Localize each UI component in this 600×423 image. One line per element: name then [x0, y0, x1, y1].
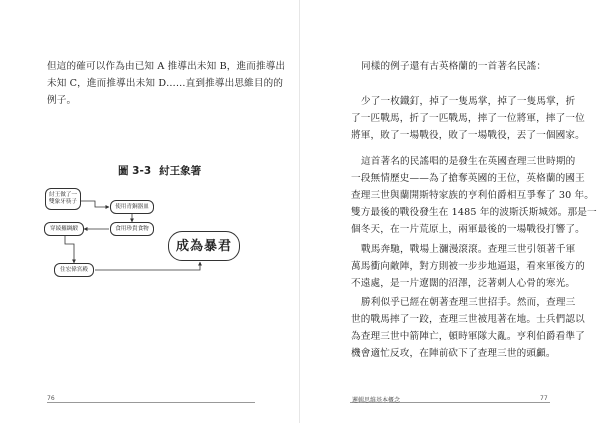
text-line: 個冬天，在一片荒原上，兩軍最後的一場戰役打響了。: [351, 224, 585, 235]
node-precious-food: 食用珍貴食物: [110, 222, 154, 236]
text-line: 未知 C，進而推導出未知 D……直到推導出思維目的的: [47, 78, 284, 89]
text-line: 少了一枚鐵釘，掉了一隻馬掌，掉了一隻馬掌，折: [361, 96, 576, 107]
ballad-paragraph: [351, 93, 585, 144]
text-line: 雙方最後的戰役發生在 1485 年的波斯沃斯城郊。那是一: [351, 207, 597, 218]
node-ivory-chopsticks: 紂王做了一雙象牙筷子: [45, 188, 81, 210]
arrow-silk-to-palace: [65, 235, 74, 263]
right-page: [300, 0, 600, 423]
text-line: 查理三世與蘭開斯特家族的亨利伯爵相互爭奪了 30 年。: [351, 190, 595, 201]
history-paragraph: [351, 153, 597, 238]
text-line: 世的戰馬摔了一跤，查理三世被甩著在地。士兵們認以: [351, 314, 585, 325]
text-line: 了一匹戰馬，折了一匹戰馬，摔了一位將軍，摔了一位: [351, 113, 585, 124]
figure-caption: 紂王象箸: [159, 165, 202, 177]
page-number: 77: [540, 395, 548, 402]
arrow-chopsticks-to-bronze: [80, 201, 109, 207]
text-line: 這首著名的民謠唱的是發生在英國查理三世時期的: [361, 156, 576, 167]
text-line: 將軍，敗了一場戰役，敗了一場戰役，丟了一個國家。: [351, 130, 585, 141]
text-line: 萬馬衝向敵陣，對方則被一步步地逼退，看來軍後方的: [351, 261, 585, 272]
text-line: 機會適忙反攻，在陣前砍下了查理三世的頭顱。: [351, 348, 556, 359]
battle-paragraph: [351, 241, 585, 292]
footer-rule: [47, 402, 255, 403]
text-line: 但這的確可以作為由已知 A 推導出未知 B，進而推導出: [47, 61, 286, 72]
node-bronze-vessels: 使用青銅器皿: [110, 200, 154, 214]
text-line: 勝利似乎已經在朝著查理三世招手。然而，查理三: [361, 297, 576, 308]
page-number: 76: [47, 395, 55, 402]
node-become-tyrant: 成為暴君: [168, 231, 240, 261]
text-line: 不遠處，是一片遼闊的沼澤，泛著刺人心骨的寒光。: [351, 278, 576, 289]
running-head: 邏輯思維基本概念: [352, 397, 401, 404]
arrow-palace-to-tyrant: [95, 262, 200, 270]
figure-number: 圖 3-3: [118, 165, 152, 177]
defeat-paragraph: [351, 294, 585, 362]
text-line: 為查理三世中箭陣亡，頓時軍隊大亂。亨利伯爵看準了: [351, 331, 585, 342]
node-grand-palace: 住宏偉宮殿: [54, 263, 94, 277]
text-line: 戰馬奔馳，戰場上瀰漫滾滾。查理三世引領著千軍: [361, 244, 576, 255]
intro-paragraph: [361, 58, 546, 75]
text-line: 同樣的例子還有古英格蘭的一首著名民謠：: [361, 61, 547, 72]
node-silk-clothing: 穿綾羅綢緞: [44, 222, 84, 236]
text-line: 例子。: [47, 95, 77, 106]
text-line: 一段無情歷史——為了搶奪英國的王位，英格蘭的國王: [351, 173, 585, 184]
